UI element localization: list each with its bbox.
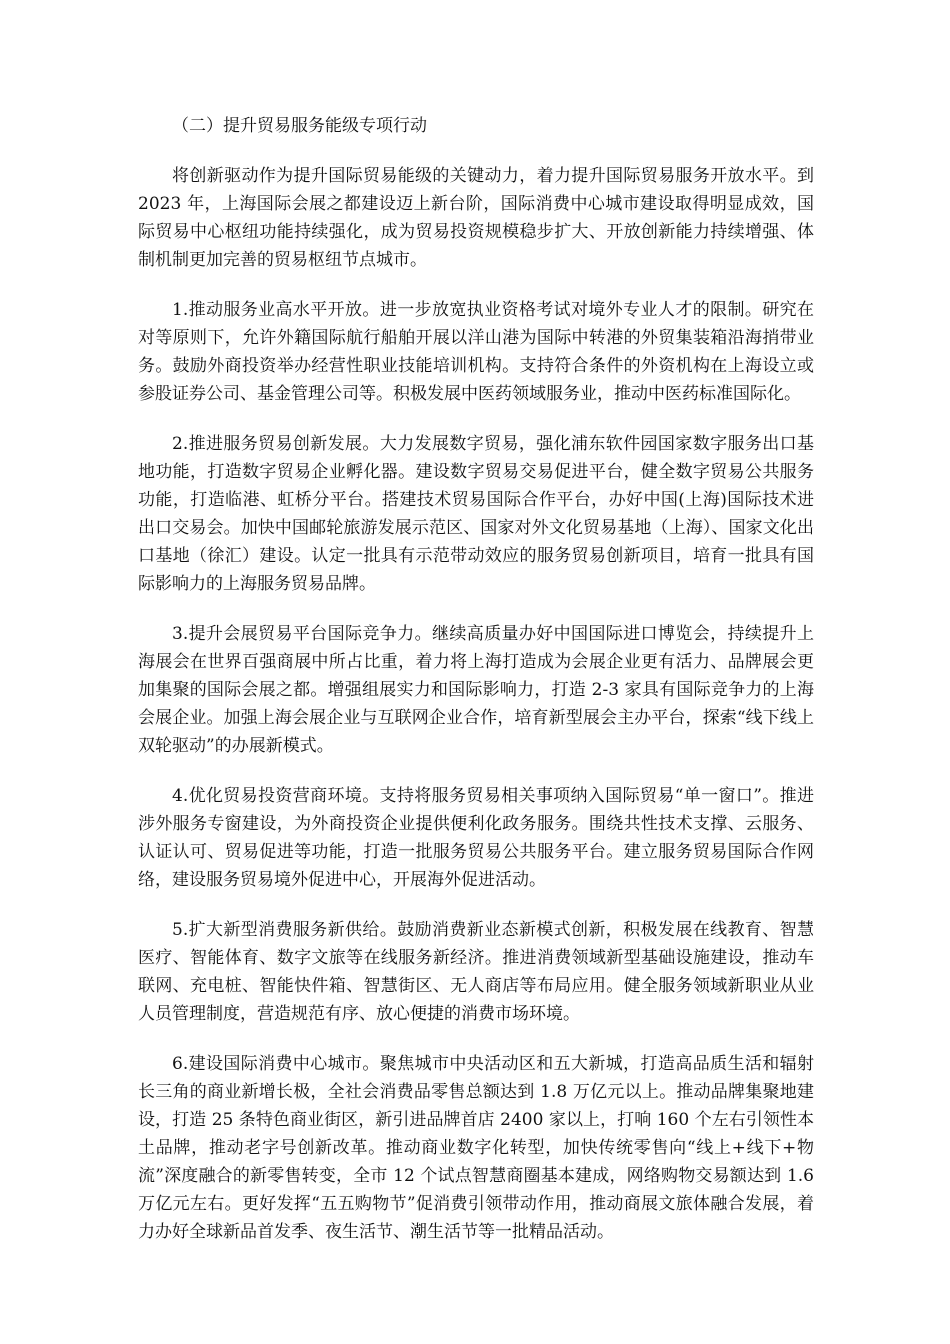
item-1-paragraph: 1.推动服务业高水平开放。进一步放宽执业资格考试对境外专业人才的限制。研究在对等原则下，允许外籍国际航行船舶开展以洋山港为国际中转港的外贸集装箱沿海捎带业务。鼓励外商投资举办经营性职业技能培训机构。支持符合条件的外资机构在上海设立或参股证券公司、基金管理公司等。积极发展中医药领域服务业，推动中医药标准国际化。 (138, 300, 814, 404)
item-3-paragraph: 3.提升会展贸易平台国际竞争力。继续高质量办好中国国际进口博览会，持续提升上海展会在世界百强商展中所占比重，着力将上海打造成为会展企业更有活力、品牌展会更加集聚的国际会展之都。增强组展实力和国际影响力，打造 2-3 家具有国际竞争力的上海会展企业。加强上海会展企业与互联网企业合作，培育新型展会主办平台，探索“线下线上双轮驱动”的办展新模式。 (138, 624, 814, 756)
section-heading: （二）提升贸易服务能级专项行动 (172, 116, 427, 136)
item-6-paragraph: 6.建设国际消费中心城市。聚焦城市中央活动区和五大新城，打造高品质生活和辐射长三角的商业新增长极，全社会消费品零售总额达到 1.8 万亿元以上。推动品牌集聚地建设，打造 25 条特色商业街区，新引进品牌首店 2400 家以上，打响 160 个左右引领性本土品牌，推动老字号创新改革。推动商业数字化转型，加快传统零售向“线上+线下+物流”深度融合的新零售转变，全市 12 个试点智慧商圈基本建成，网络购物交易额达到 1.6 万亿元左右。更好发挥“五五购物节”促消费引领带动作用，推动商展文旅体融合发展，着力办好全球新品首发季、夜生活节、潮生活节等一批精品活动。 (138, 1054, 814, 1242)
intro-paragraph: 将创新驱动作为提升国际贸易能级的关键动力，着力提升国际贸易服务开放水平。到 2023 年，上海国际会展之都建设迈上新台阶，国际消费中心城市建设取得明显成效，国际贸易中心枢纽功能持续强化，成为贸易投资规模稳步扩大、开放创新能力持续增强、体制机制更加完善的贸易枢纽节点城市。 (138, 166, 814, 270)
item-4-paragraph: 4.优化贸易投资营商环境。支持将服务贸易相关事项纳入国际贸易“单一窗口”。推进涉外服务专窗建设，为外商投资企业提供便利化政务服务。围绕共性技术支撑、云服务、认证认可、贸易促进等功能，打造一批服务贸易公共服务平台。建立服务贸易国际合作网络，建设服务贸易境外促进中心，开展海外促进活动。 (138, 786, 814, 890)
document-page (138, 112, 814, 1268)
item-2-paragraph: 2.推进服务贸易创新发展。大力发展数字贸易，强化浦东软件园国家数字服务出口基地功能，打造数字贸易企业孵化器。建设数字贸易交易促进平台，健全数字贸易公共服务功能，打造临港、虹桥分平台。搭建技术贸易国际合作平台，办好中国(上海)国际技术进出口交易会。加快中国邮轮旅游发展示范区、国家对外文化贸易基地（上海）、国家文化出口基地（徐汇）建设。认定一批具有示范带动效应的服务贸易创新项目，培育一批具有国际影响力的上海服务贸易品牌。 (138, 434, 814, 594)
item-5-paragraph: 5.扩大新型消费服务新供给。鼓励消费新业态新模式创新，积极发展在线教育、智慧医疗、智能体育、数字文旅等在线服务新经济。推进消费领域新型基础设施建设，推动车联网、充电桩、智能快件箱、智慧街区、无人商店等布局应用。健全服务领域新职业从业人员管理制度，营造规范有序、放心便捷的消费市场环境。 (138, 920, 814, 1024)
